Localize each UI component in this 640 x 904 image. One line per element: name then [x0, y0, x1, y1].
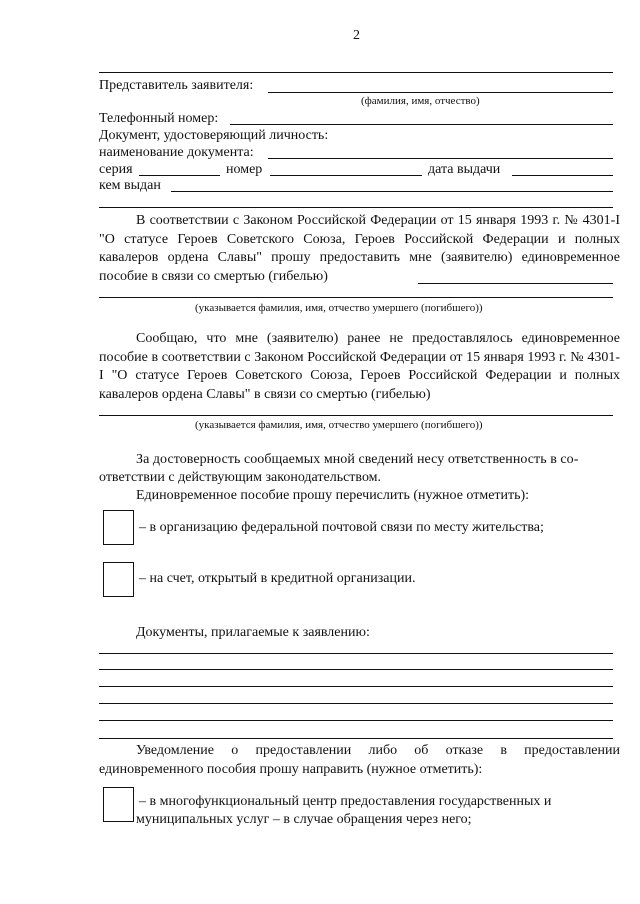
attachments-line-2[interactable] — [99, 669, 613, 670]
attachments-line-3[interactable] — [99, 686, 613, 687]
attachments-line-4[interactable] — [99, 703, 613, 704]
notification-paragraph — [99, 742, 620, 779]
attachments-line-6[interactable] — [99, 738, 613, 739]
section-rule — [99, 207, 613, 208]
notification-option-mfc-line-1: – в многофункциональный центр предоставления государственных и — [139, 794, 552, 809]
attachments-line-1[interactable] — [99, 653, 613, 654]
issued-by-label: кем выдан — [99, 178, 161, 193]
representative-caption: (фамилия, имя, отчество) — [361, 95, 480, 107]
series-field[interactable] — [139, 175, 220, 176]
phone-label: Телефонный номер: — [99, 111, 219, 126]
identity-doc-name-field[interactable] — [268, 158, 613, 159]
request-paragraph — [99, 212, 620, 286]
deceased-caption-1: (указывается фамилия, имя, отчество умершего (погибшего)) — [195, 302, 483, 314]
phone-field[interactable] — [230, 124, 613, 125]
payment-option-bank-label: – на счет, открытый в кредитной организации. — [139, 571, 416, 586]
representative-field[interactable] — [268, 92, 613, 93]
notification-option-mfc-checkbox[interactable] — [103, 787, 134, 822]
responsibility-line-2: ответствии с действующим законодательством. — [99, 470, 382, 485]
statement-paragraph-text: Сообщаю, что мне (заявителю) ранее не предоставлялось единовременное пособие в соответствии с Законом Российской Федерации от 15 января 1993 г. № 4301-I "О статусе Героев Советского Союза, Героев Российской Федерации и полных кавалеров ордена Славы" в связи со смертью (гибелью) — [99, 331, 620, 402]
statement-paragraph — [99, 330, 620, 404]
number-label: номер — [226, 162, 263, 177]
payment-option-post-label: – в организацию федеральной почтовой связи по месту жительства; — [139, 520, 544, 535]
responsibility-line-1: За достоверность сообщаемых мной сведений несу ответственность в со- — [136, 452, 579, 467]
identity-doc-label: Документ, удостоверяющий личность: — [99, 128, 329, 143]
series-label: серия — [99, 162, 133, 177]
payment-option-post-checkbox[interactable] — [103, 510, 134, 545]
issue-date-label: дата выдачи — [428, 162, 501, 177]
notification-option-mfc-line-2: муниципальных услуг – в случае обращения через него; — [136, 812, 472, 827]
notification-paragraph-text: Уведомление о предоставлении либо об отказе в предоставлении единовременного пособия прошу направить (нужное отметить): — [99, 743, 620, 777]
representative-label: Представитель заявителя: — [99, 78, 254, 93]
payment-prompt: Единовременное пособие прошу перечислить (нужное отметить): — [136, 488, 530, 503]
attachments-line-5[interactable] — [99, 720, 613, 721]
number-field[interactable] — [270, 175, 422, 176]
deceased-field-2[interactable] — [99, 415, 613, 416]
identity-doc-name-label: наименование документа: — [99, 145, 254, 160]
deceased-caption-2: (указывается фамилия, имя, отчество умершего (погибшего)) — [195, 419, 483, 431]
issue-date-field[interactable] — [512, 175, 613, 176]
page-number: 2 — [353, 28, 360, 43]
issued-by-field[interactable] — [171, 191, 613, 192]
request-paragraph-text: В соответствии с Законом Российской Федерации от 15 января 1993 г. № 4301-I "О статусе Героев Советского Союза, Героев Российской Федерации и полных кавалеров ордена Славы" прошу предоставить мне (заявителю) единовременное пособие в связи со смертью (гибелью) — [99, 213, 620, 284]
deceased-field-1a[interactable] — [418, 283, 613, 284]
deceased-field-1b[interactable] — [99, 297, 613, 298]
top-rule — [99, 72, 613, 73]
payment-option-bank-checkbox[interactable] — [103, 562, 134, 597]
attachments-label: Документы, прилагаемые к заявлению: — [136, 625, 370, 640]
